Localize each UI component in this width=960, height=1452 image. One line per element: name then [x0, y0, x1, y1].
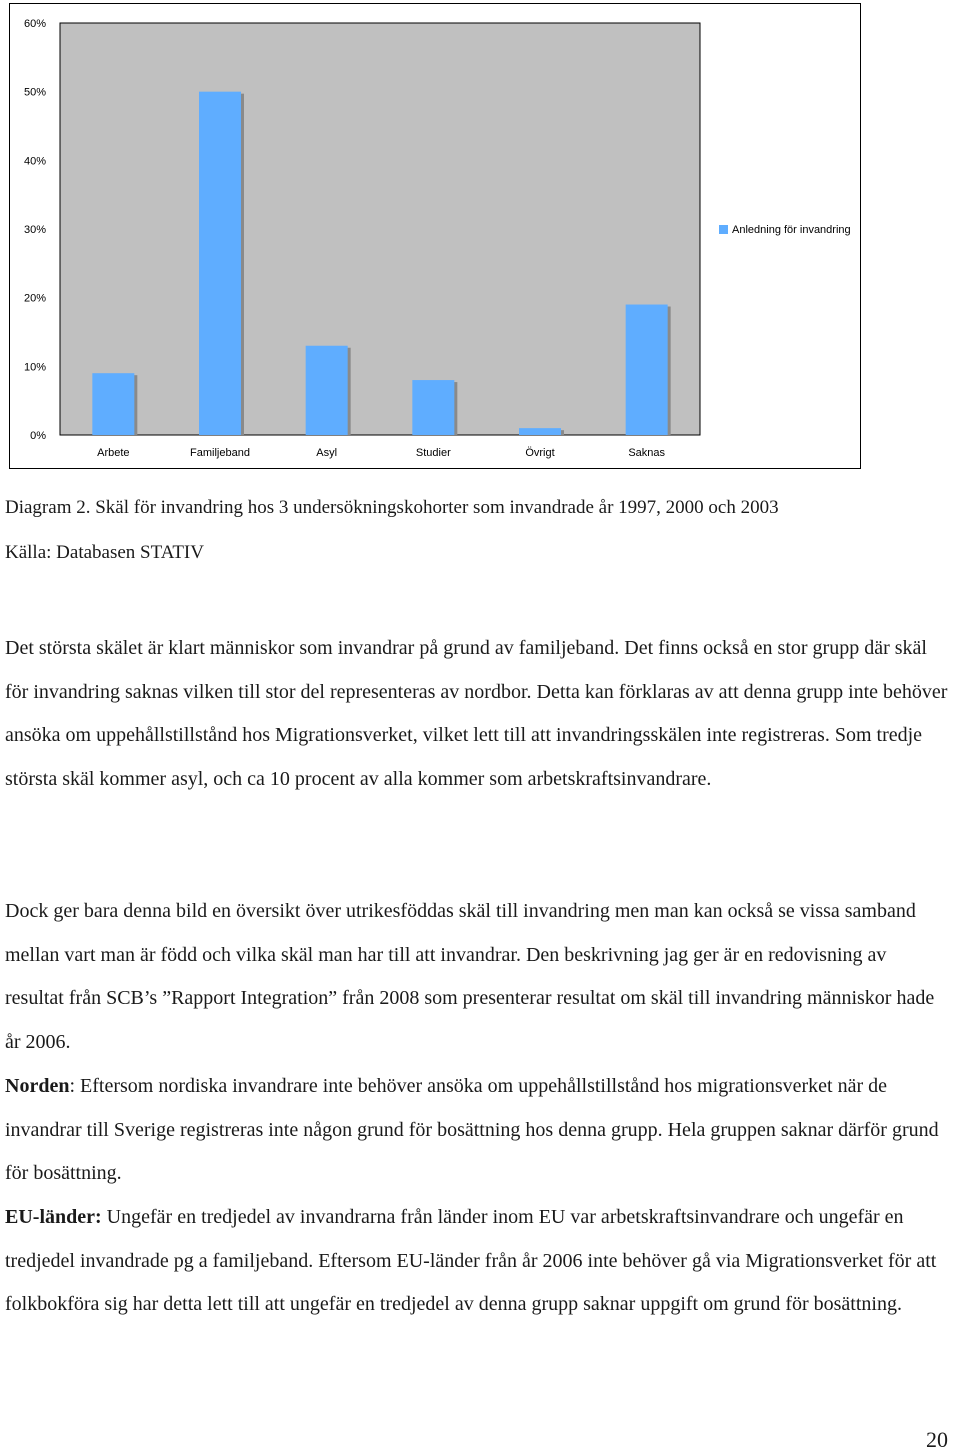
y-tick-label: 30% [23, 224, 46, 236]
y-tick-label: 10% [23, 361, 46, 374]
norden-label: Norden [5, 1075, 70, 1097]
x-tick-label: Saknas [628, 447, 666, 459]
y-tick-label: 0% [30, 430, 46, 442]
bar-asyl [306, 346, 348, 435]
y-tick-label: 60% [23, 18, 46, 30]
diagram-caption: Diagram 2. Skäl för invandring hos 3 undersökningskohorter som invandrade år 1997, 2000 och 2003 [5, 497, 779, 518]
y-tick-label: 40% [23, 155, 46, 168]
bar-chart-svg [10, 4, 862, 470]
plot-area [60, 23, 700, 435]
source-line: Källa: Databasen STATIV [5, 542, 204, 563]
bar-saknas [626, 305, 668, 435]
x-tick-label: Asyl [316, 447, 338, 459]
paragraph-1: Det största skälet är klart människor som invandrar på grund av familjeband. Det finns också en stor grupp där skäl för invandring saknas vilken till stor del representeras av nordbor. Detta kan förklaras av att denna grupp inte behöver ansöka om uppehållstillstånd hos Migrationsverket, vilket lett till att invandringsskälen inte registreras. Som tredje största skäl kommer asyl, och ca 10 procent av alla kommer som arbetskraftsinvandrare. [5, 637, 948, 790]
bar-arbete [92, 373, 134, 435]
x-tick-label: Övrigt [525, 447, 555, 459]
chart [9, 3, 861, 469]
page-number: 20 [926, 1427, 948, 1452]
legend-label: Anledning för invandring [732, 224, 851, 236]
y-tick-label: 50% [23, 86, 46, 99]
eu-text: Ungefär en tredjedel av invandrarna från länder inom EU var arbetskraftsinvandrare och ungefär en tredjedel invandrade pg a familjeband. Eftersom EU-länder från år 2006 inte behöver gå via Migrationsverket för att folkbokföra sig har detta lett till att ungefär en tredjedel av denna grupp saknar uppgift om grund för bosättning. [5, 1206, 937, 1315]
paragraph-norden [5, 1065, 950, 1196]
y-tick-label: 20% [23, 292, 46, 305]
bar-familjeband [199, 92, 241, 435]
eu-label: EU-länder: [5, 1206, 102, 1228]
paragraph-2: Dock ger bara denna bild en översikt över utrikesföddas skäl till invandring men man kan också se vissa samband mellan vart man är född och vilka skäl man har till att invandrar. Den beskrivning jag ger är en redovisning av resultat från SCB’s ”Rapport Integration” från 2008 som presenterar resultat om skäl till invandring människor hade år 2006. [5, 900, 935, 1053]
x-tick-label: Familjeband [190, 447, 250, 459]
bar-studier [412, 380, 454, 435]
x-tick-label: Studier [415, 447, 451, 459]
norden-text: : Eftersom nordiska invandrare inte behöver ansöka om uppehållstillstånd hos migrationsverket när de invandrar till Sverige registreras inte någon grund för bosättning hos denna grupp. Hela gruppen saknar därför grund för bosättning. [5, 1075, 939, 1184]
x-tick-label: Arbete [97, 447, 130, 459]
legend-swatch [719, 225, 728, 234]
paragraph-eu [5, 1196, 950, 1327]
bar-övrigt [519, 428, 561, 435]
